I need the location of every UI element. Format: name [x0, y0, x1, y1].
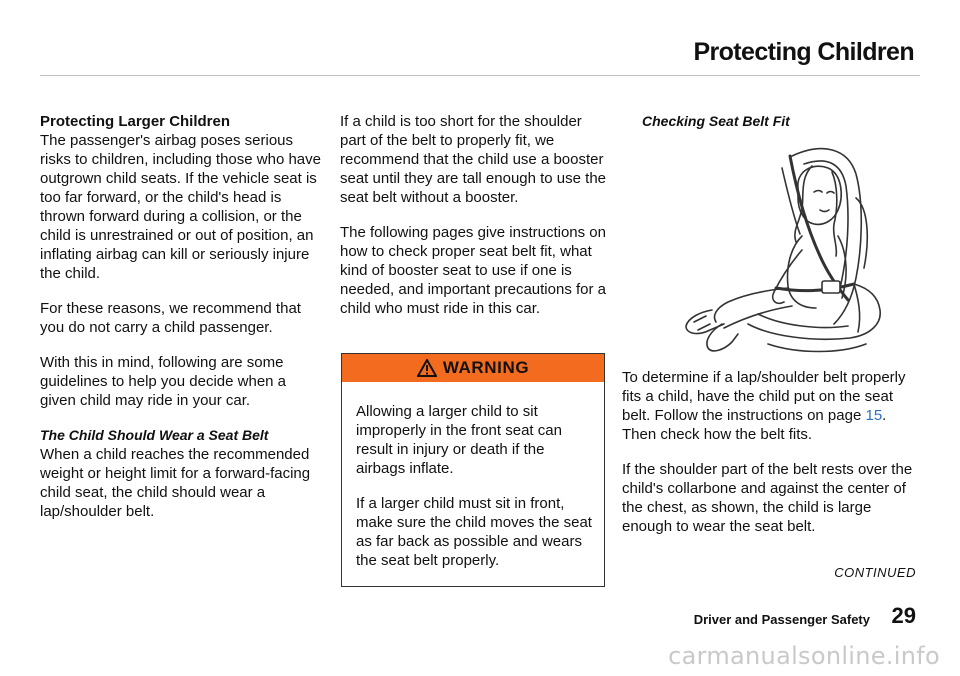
warning-text: If a larger child must sit in front, make sure the child moves the seat as far back as possible and wears the seat belt properly. [356, 495, 592, 569]
paragraph: If the shoulder part of the belt rests over the child's collarbone and against the center of the chest, as shown, the child is large enough to wear the seat belt. [622, 461, 913, 535]
footer-section-title: Driver and Passenger Safety [693, 612, 870, 627]
subsection-heading: Checking Seat Belt Fit [642, 113, 790, 129]
paragraph: When a child reaches the recommended weight or height limit for a forward-facing child seat, the child should wear a lap/shoulder belt. [40, 446, 311, 520]
paragraph: The following pages give instructions on how to check proper seat belt fit, what kind of booster seat to use if one is needed, and important precautions for a child who must ride in this car. [340, 224, 607, 317]
warning-banner [342, 354, 604, 382]
paragraph [622, 368, 914, 444]
paragraph: The passenger's airbag poses serious risks to children, including those who have outgrown child seats. If the vehicle seat is too far forward, or the child's head is thrown forward during a collision, or the child is unrestrained or out of position, an inflating airbag can kill or seriously injure the child. [40, 132, 321, 282]
paragraph: With this in mind, following are some guidelines to help you decide when a given child may ride in your car. [40, 354, 287, 409]
column-middle [340, 112, 608, 318]
paragraph: If a child is too short for the shoulder part of the belt to properly fit, we recommend that the child use a booster seat until they are tall enough to use the seat belt without a booster. [340, 113, 607, 206]
column-left [40, 112, 322, 521]
paragraph-text: . Then check how the belt fits. [622, 407, 887, 443]
subsection-heading: The Child Should Wear a Seat Belt [40, 427, 269, 443]
warning-label: WARNING [442, 358, 530, 377]
continued-label: CONTINUED [834, 565, 916, 580]
watermark: carmanualsonline.info [668, 642, 940, 670]
warning-body [356, 402, 596, 570]
page-number: 29 [891, 603, 916, 628]
header-rule [40, 75, 920, 76]
page-title: Protecting Children [693, 38, 914, 66]
child-in-seat-with-belt-illustration [672, 138, 908, 360]
paragraph: For these reasons, we recommend that you do not carry a child passenger. [40, 300, 301, 336]
warning-text: Allowing a larger child to sit improperly in the front seat can result in injury or death if the airbags inflate. [356, 403, 562, 477]
warning-box [341, 353, 605, 587]
section-heading: Protecting Larger Children [40, 113, 231, 130]
page-link[interactable]: 15 [865, 407, 883, 424]
paragraph-text: To determine if a lap/shoulder belt properly fits a child, have the child put on the seat belt. Follow the instructions on page [622, 369, 906, 424]
warning-triangle-icon [417, 359, 437, 377]
